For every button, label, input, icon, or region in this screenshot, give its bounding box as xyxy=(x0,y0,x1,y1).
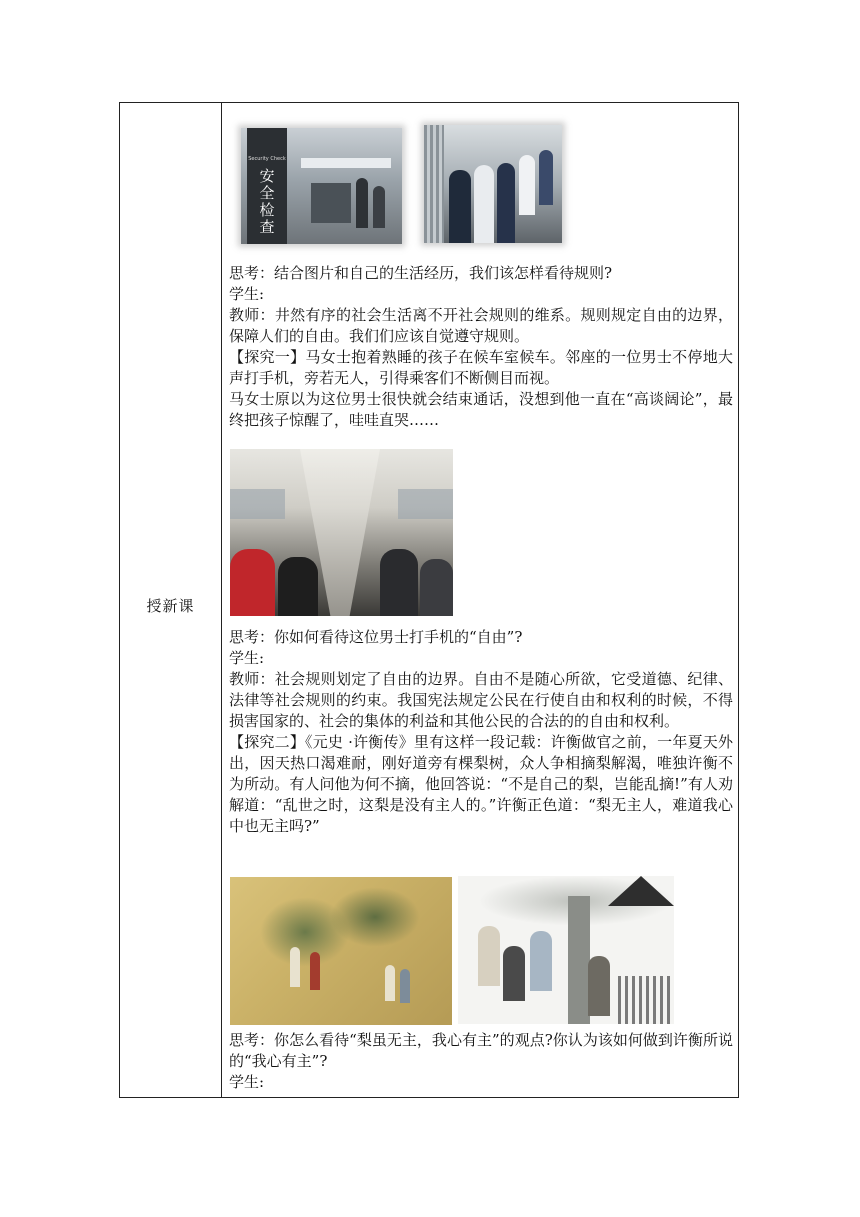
sign-char-3: 检 xyxy=(259,201,275,219)
tree-foliage xyxy=(330,887,420,947)
figure xyxy=(385,965,395,1001)
person-silhouette xyxy=(356,178,368,228)
section-label: 授新课 xyxy=(146,597,195,615)
inquiry-two: 【探究二】《元史 ·许衡传》里有这样一段记载：许衡做官之前，一年夏天外出，因天热口渴难耐，刚好道旁有棵梨树，众人争相摘梨解渴，唯独许衡不为所动。有人问他为何不摘，他回答说：“不是自己的梨，岂能乱摘!”有人劝解道：“乱世之时，这梨是没有主人的。”许衡正色道：“梨无主人，难道我心中也无主吗?” xyxy=(229,733,733,835)
train-carriage-photo xyxy=(230,449,453,616)
tree-trunk xyxy=(568,896,590,1024)
scanner-machine xyxy=(311,183,351,223)
ancient-painting xyxy=(230,877,452,1025)
railing xyxy=(424,125,444,243)
passenger-red-jacket xyxy=(230,549,275,616)
figure xyxy=(290,947,300,987)
figure xyxy=(503,946,525,1001)
teacher-note-1: 教师：井然有序的社会生活离不开社会规则的维系。规则规定自由的边界，保障人们的自由。我们们应该自觉遵守规则。 xyxy=(229,306,733,345)
text-block-1 xyxy=(229,263,733,431)
student-silhouette xyxy=(449,170,471,243)
student-line-2: 学生: xyxy=(229,649,265,667)
text-block-3 xyxy=(229,1030,733,1093)
inquiry-one-a: 【探究一】马女士抱着熟睡的孩子在候车室候车。邻座的一位男士不停地大声打手机，旁若无人，引得乘客们不断侧目而视。 xyxy=(229,348,733,387)
passenger xyxy=(420,559,453,616)
person-silhouette xyxy=(373,186,385,228)
window xyxy=(398,489,453,519)
column-divider xyxy=(221,103,222,1097)
security-sign-en: Security Check xyxy=(248,156,286,162)
student-silhouette xyxy=(519,155,535,215)
teacher-note-2: 教师：社会规则划定了自由的边界。自由不是随心所欲，它受道德、纪律、法律等社会规则的约束。我国宪法规定公民在行使自由和权利的时候，不得损害国家的、社会的集体的利益和其他公民的合法的的自由和权利。 xyxy=(229,670,733,730)
figure xyxy=(478,926,500,986)
figure xyxy=(530,931,552,991)
fence xyxy=(618,976,674,1024)
passenger xyxy=(380,549,418,616)
pear-tree-illustration xyxy=(458,876,674,1024)
figure xyxy=(588,956,610,1016)
think-question-1: 思考：结合图片和自己的生活经历，我们该怎样看待规则? xyxy=(229,264,613,282)
security-sign xyxy=(247,128,287,244)
text-block-2 xyxy=(229,627,733,837)
students-queue-photo xyxy=(424,125,562,243)
inquiry-one-b: 马女士原以为这位男士很快就会结束通话，没想到他一直在“高谈阔论”，最终把孩子惊醒了，哇哇直哭…… xyxy=(229,390,733,429)
ceiling-light xyxy=(301,158,391,168)
security-check-photo xyxy=(241,128,402,244)
sign-char-2: 全 xyxy=(259,184,275,202)
figure xyxy=(400,969,410,1003)
student-line-1: 学生: xyxy=(229,285,265,303)
figure xyxy=(310,952,320,990)
sign-char-4: 查 xyxy=(259,218,275,236)
student-silhouette xyxy=(497,163,515,243)
think-question-2: 思考：你如何看待这位男士打手机的“自由”? xyxy=(229,628,523,646)
think-question-3: 思考：你怎么看待“梨虽无主，我心有主”的观点?你认为该如何做到许衡所说的“我心有主”? xyxy=(229,1031,733,1070)
window xyxy=(230,489,285,519)
student-line-3: 学生: xyxy=(229,1073,265,1091)
student-silhouette xyxy=(474,165,494,243)
passenger xyxy=(278,557,318,616)
student-silhouette xyxy=(539,150,553,205)
sign-char-1: 安 xyxy=(259,167,275,185)
lesson-table xyxy=(119,102,739,1098)
